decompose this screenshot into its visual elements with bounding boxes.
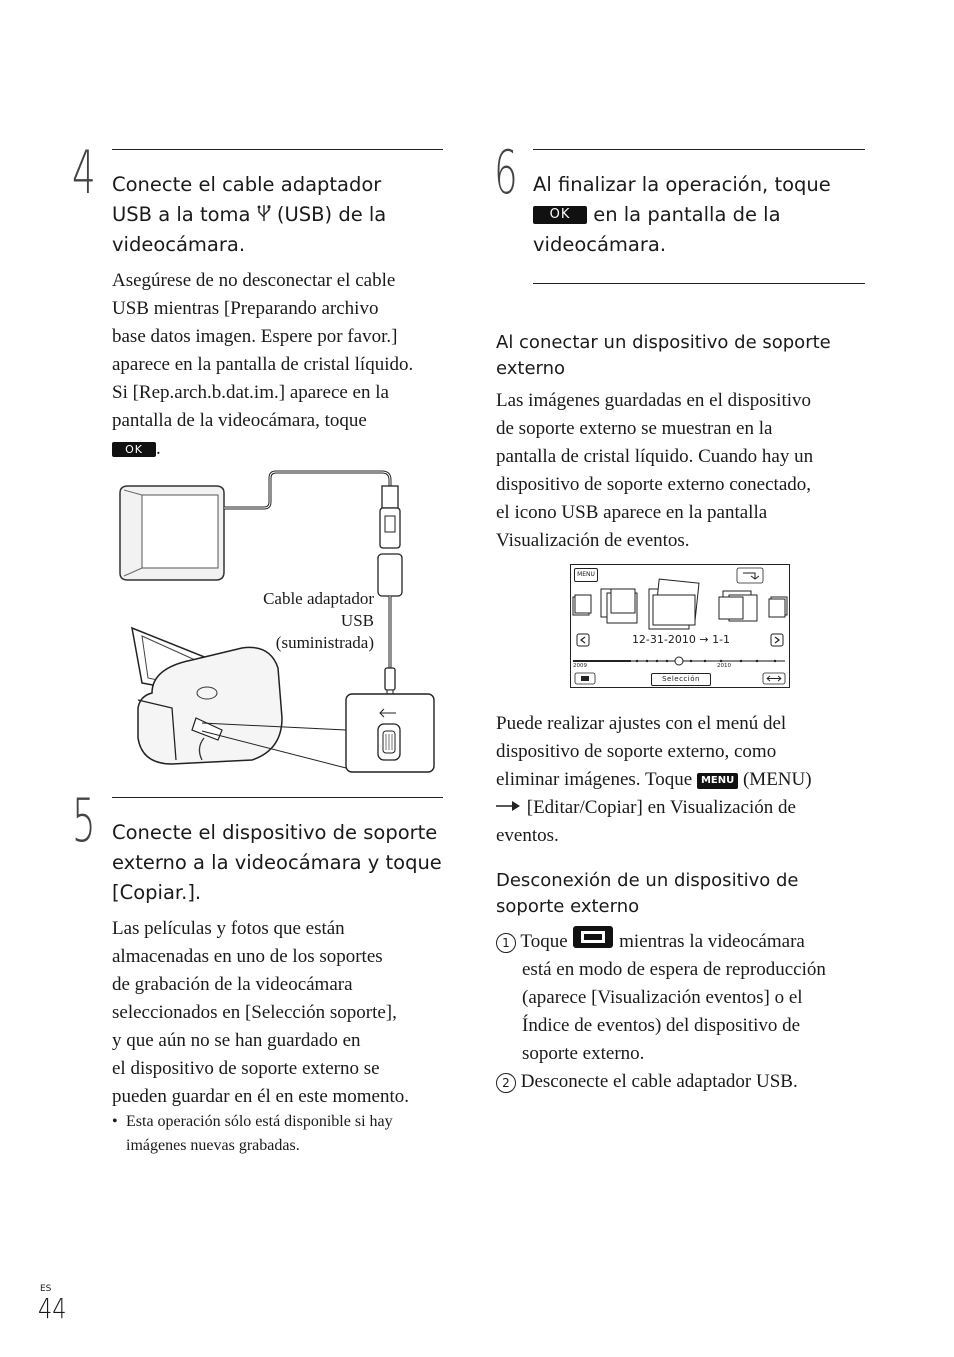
menu-button-icon: MENU bbox=[697, 773, 738, 789]
step-circle-1: 1 bbox=[496, 933, 516, 953]
step4-rule bbox=[112, 149, 443, 150]
step5-heading: Conecte el dispositivo de soporte externo a la videocámara y toque [Copiar.]. bbox=[112, 821, 442, 904]
step5-body: Las películas y fotos que están almacenadas en uno de los soportes de grabación de la videocámara seleccionados en [Selección soporte], y que aún no se han guardado en el dispositivo de soporte externo se pueden guardar en él en este momento. bbox=[112, 918, 410, 1107]
step6-heading: Al finalizar la operación, toque OK en la pantalla de la videocámara. bbox=[533, 173, 831, 256]
screen-date-range: 12-31-2010 → 1-1 bbox=[631, 633, 731, 646]
playback-mode-icon bbox=[572, 925, 614, 949]
step6-bottom-rule bbox=[533, 283, 865, 284]
step-circle-2: 2 bbox=[496, 1073, 516, 1093]
screen-year-start: 2009 bbox=[573, 663, 587, 669]
ok-button-icon: OK bbox=[533, 206, 587, 224]
step4-number: 4 bbox=[72, 138, 96, 208]
screen-select-button[interactable]: Selección bbox=[651, 673, 711, 686]
step5-number: 5 bbox=[72, 786, 96, 856]
step6-rule bbox=[533, 149, 865, 150]
event-thumbnails bbox=[571, 565, 789, 687]
ok-button-icon: OK bbox=[112, 442, 156, 457]
screen-menu-button[interactable]: MENU bbox=[574, 568, 598, 582]
menu-section-body: Puede realizar ajustes con el menú del dispositivo de soporte externo, como eliminar imágenes. Toque MENU (MENU) [Editar/Copiar] en Visualización de eventos. bbox=[496, 713, 812, 846]
screen-year-end: 2010 bbox=[717, 663, 731, 669]
note-bullet: • bbox=[112, 1113, 118, 1130]
connect-section-title: Al conectar un dispositivo de soporte externo bbox=[496, 332, 831, 379]
arrow-right-icon bbox=[496, 800, 522, 812]
step4-body: Asegúrese de no desconectar el cable USB mientras [Preparando archivo base datos imagen. Espere por favor.] aparece en la pantalla de cristal líquido. Si [Rep.arch.b.dat.im.] aparece en la pantalla de la videocámara, toque OK . bbox=[112, 270, 414, 459]
step5-note: • Esta operación sólo está disponible si hay imágenes nuevas grabadas. bbox=[112, 1110, 457, 1158]
cable-label: Cable adaptador USB (suministrada) bbox=[263, 589, 374, 652]
page-number: 44 bbox=[38, 1292, 67, 1325]
event-view-screen bbox=[570, 564, 790, 688]
external-device-icon bbox=[120, 486, 224, 580]
usb-port-icon bbox=[378, 724, 400, 760]
step6-number: 6 bbox=[494, 138, 518, 208]
disconnect-section-title: Desconexión de un dispositivo de soporte externo bbox=[496, 870, 799, 917]
usb-trident-icon bbox=[257, 204, 271, 222]
step5-rule bbox=[112, 797, 443, 798]
disconnect-item-1: 1 Toque mientras la videocámara está en modo de espera de reproducción (aparece [Visualización eventos] o el Índice de eventos) del dispositivo de soporte externo. 2 Desconecte el cable adaptador USB. bbox=[496, 925, 866, 1096]
step4-heading: Conecte el cable adaptador USB a la toma (USB) de la videocámara. bbox=[112, 173, 387, 256]
connect-section-body: Las imágenes guardadas en el dispositivo de soporte externo se muestran en la pantalla de cristal líquido. Cuando hay un dispositivo de soporte externo conectado, el icono USB aparece en la pantalla Visualización de eventos. bbox=[496, 390, 814, 551]
footer-lang: ES bbox=[40, 1284, 52, 1294]
